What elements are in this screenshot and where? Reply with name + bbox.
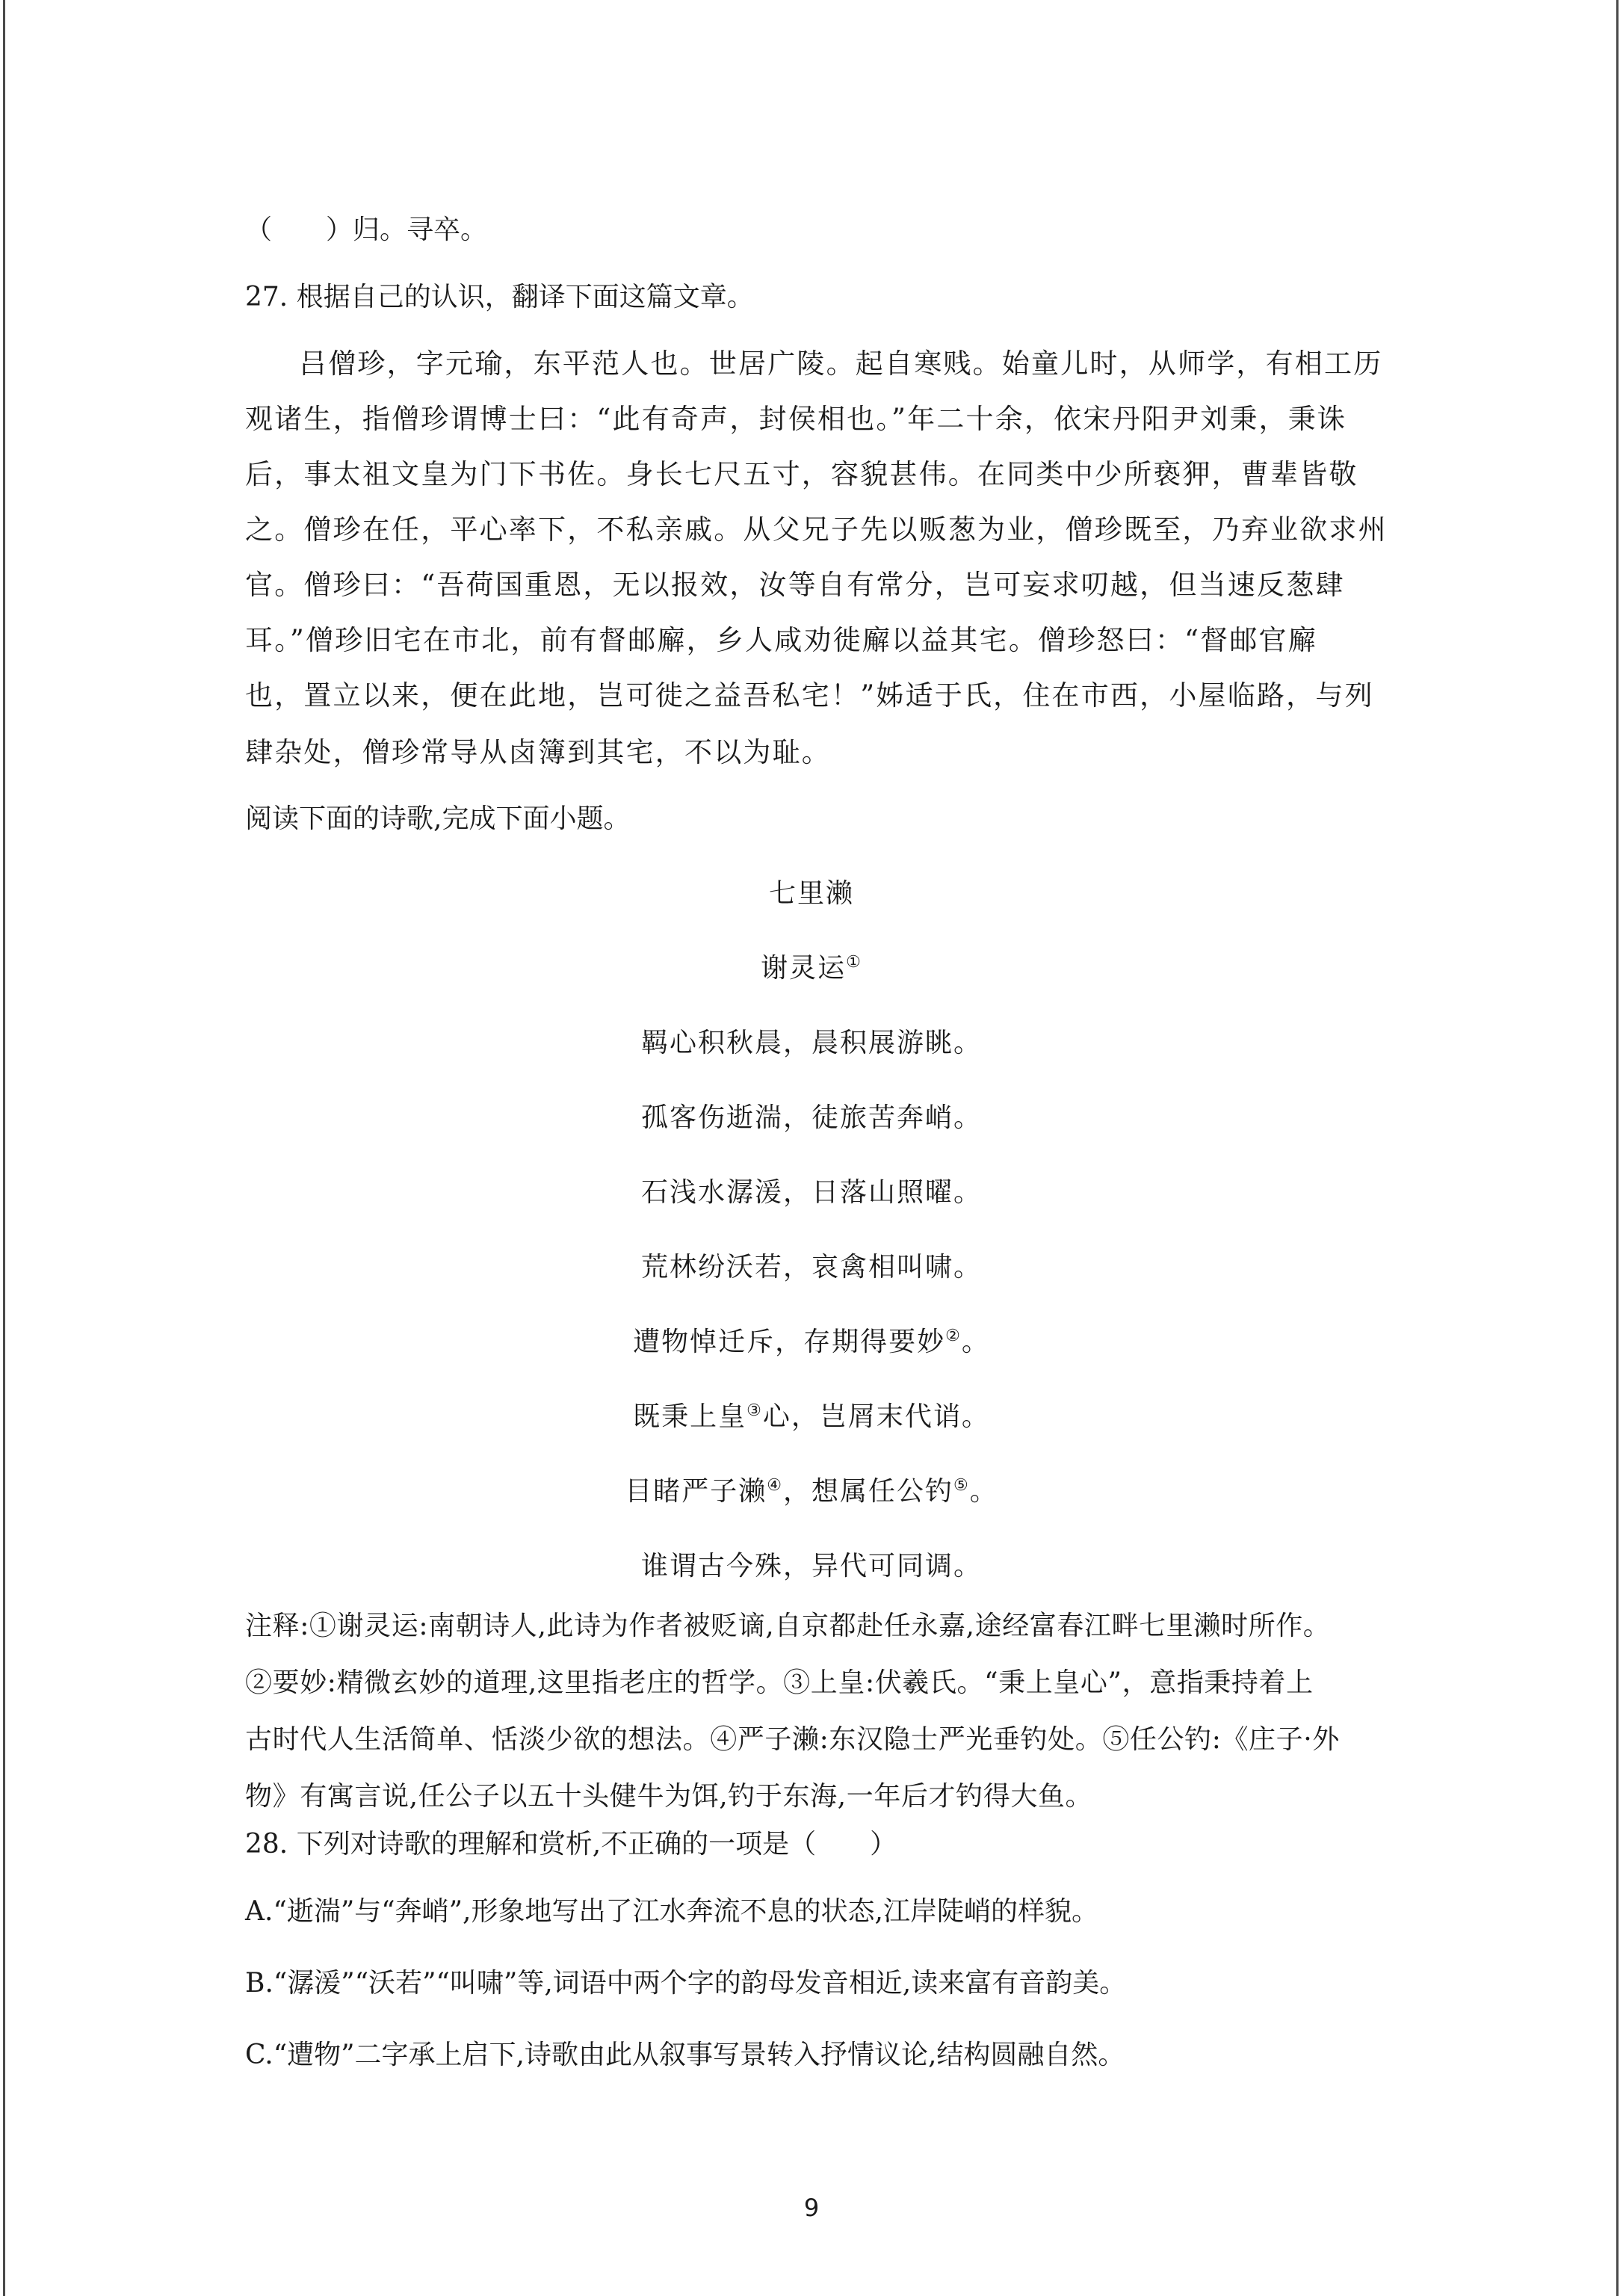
- poem-title: 七里濑: [768, 878, 854, 909]
- poem-line: 目睹严子濑④，想属任公钓⑤。: [625, 1476, 998, 1507]
- poem-line: 孤客伤逝湍，徒旅苦奔峭。: [640, 1102, 982, 1133]
- footnote-mark: ⑤: [953, 1476, 970, 1495]
- q28-choice-c: C.“遭物”二字承上启下,诗歌由此从叙事写景转入抒情议论,结构圆融自然。: [245, 2040, 1125, 2070]
- poem-note-line: 古时代人生活简单、恬淡少欲的想法。④严子濑:东汉隐士严光垂钓处。⑤任公钓:《庄子·外: [245, 1724, 1340, 1755]
- q27-passage-line: 也，置立以来，便在此地，岂可徙之益吾私宅！”姊适于氏，住在市西，小屋临路，与列: [245, 679, 1374, 712]
- poem-note-line: ②要妙:精微玄妙的道理,这里指老庄的哲学。③上皇:伏羲氏。“秉上皇心”，意指秉持着上: [245, 1667, 1314, 1698]
- poem-line: 石浅水潺湲，日落山照曜。: [640, 1177, 982, 1208]
- q27-passage-line: 肆杂处，僧珍常导从卤簿到其宅，不以为耻。: [245, 736, 831, 768]
- poem-author: 谢灵运①: [761, 953, 862, 984]
- q27-passage-line: 吕僧珍，字元瑜，东平范人也。世居广陵。起自寒贱。始童儿时，从师学，有相工历: [299, 348, 1383, 380]
- q27-passage-line: 之。僧珍在任，平心率下，不私亲戚。从父兄子先以贩葱为业，僧珍既至，乃弃业欲求州: [245, 513, 1388, 546]
- poem-line: 荒林纷沃若，哀禽相叫啸。: [640, 1252, 982, 1283]
- q28-choice-b: B.“潺湲”“沃若”“叫啸”等,词语中两个字的韵母发音相近,读来富有音韵美。: [245, 1968, 1127, 1999]
- q28-prompt: 28. 下列对诗歌的理解和赏析,不正确的一项是（ ）: [245, 1829, 897, 1860]
- scan-edge-left: [3, 0, 5, 2296]
- q27-passage-line: 后，事太祖文皇为门下书佐。身长七尺五寸，容貌甚伟。在同类中少所亵狎，曹辈皆敬: [245, 458, 1358, 490]
- scan-edge-right: [1616, 0, 1619, 2296]
- q27-prompt: 27. 根据自己的认识，翻译下面这篇文章。: [245, 282, 754, 312]
- poem-note-line: 物》有寓言说,任公子以五十头健牛为饵,钓于东海,一年后才钓得大鱼。: [245, 1781, 1093, 1812]
- poem-line: 既秉上皇③心，岂屑末代诮。: [633, 1401, 990, 1432]
- poem-line: 遭物悼迁斥，存期得要妙②。: [633, 1327, 990, 1357]
- q28-choice-a: A.“逝湍”与“奔峭”,形象地写出了江水奔流不息的状态,江岸陡峭的样貌。: [245, 1896, 1098, 1927]
- poem-note-line: 注释:①谢灵运:南朝诗人,此诗为作者被贬谪,自京都赴任永嘉,途经富春江畔七里濑时所作。: [245, 1611, 1331, 1641]
- footnote-mark: ①: [846, 953, 862, 972]
- poem-line: 羁心积秋晨，晨积展游眺。: [640, 1028, 982, 1058]
- q26-answer-tail: （ ）归。寻卒。: [245, 215, 488, 245]
- q27-passage-line: 观诸生，指僧珍谓博士曰：“此有奇声，封侯相也。”年二十余，依宋丹阳尹刘秉，秉诛: [245, 403, 1347, 435]
- footnote-mark: ②: [945, 1327, 962, 1345]
- footnote-mark: ③: [746, 1401, 763, 1420]
- poem-line: 谁谓古今殊，异代可同调。: [640, 1551, 982, 1581]
- q27-passage-line: 耳。”僧珍旧宅在市北，前有督邮廨，乡人咸劝徙廨以益其宅。僧珍怒曰：“督邮官廨: [245, 624, 1317, 656]
- poem-intro: 阅读下面的诗歌,完成下面小题。: [245, 803, 631, 834]
- q27-passage-line: 官。僧珍曰：“吾荷国重恩，无以报效，汝等自有常分，岂可妄求叨越，但当速反葱肆: [245, 569, 1345, 601]
- page-number: 9: [803, 2194, 820, 2222]
- footnote-mark: ④: [767, 1476, 783, 1495]
